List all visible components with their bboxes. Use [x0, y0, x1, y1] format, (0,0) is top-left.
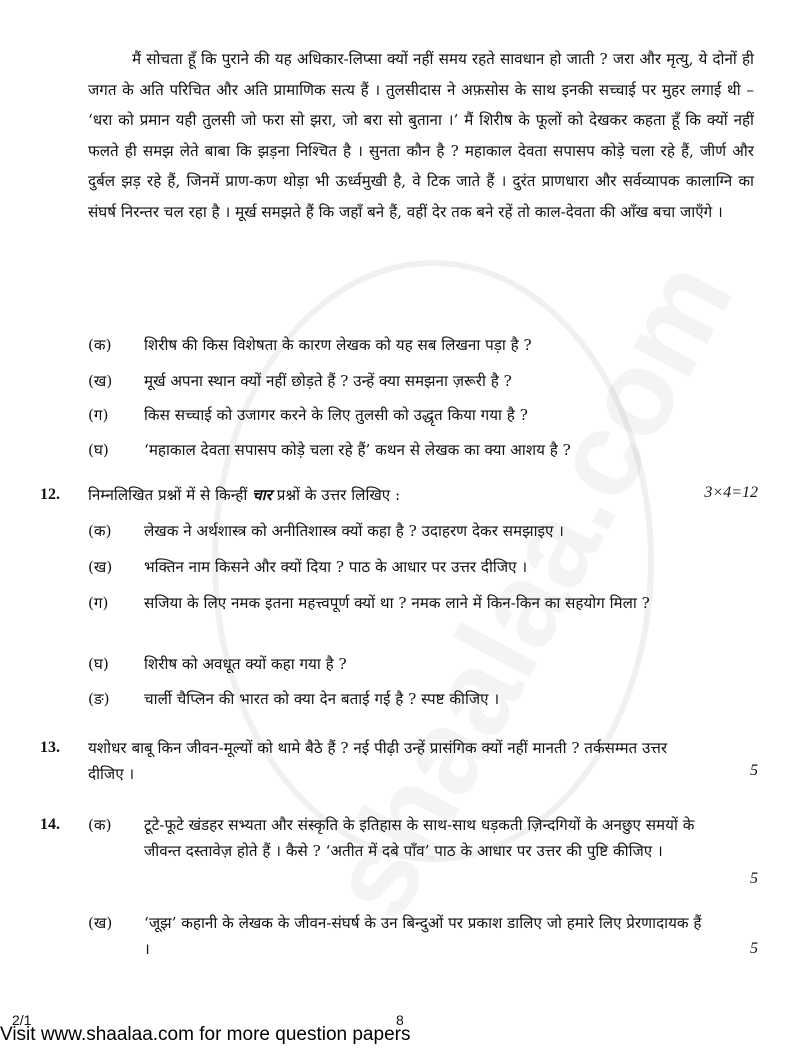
question-text: सजिया के लिए नमक इतना महत्त्वपूर्ण क्यों था ? नमक लाने में किन-किन का सहयोग मिला ? [144, 594, 650, 612]
question-text: चार्ली चैप्लिन की भारत को क्या देन बताई गई है ? स्पष्ट कीजिए । [144, 690, 500, 708]
question-label: (क) [88, 336, 112, 354]
question-text: यशोधर बाबू किन जीवन-मूल्यों को थामे बैठे हैं ? नई पीढ़ी उन्हें प्रासंगिक क्यों नहीं मानती ? तर्कसम्मत उत्तर दीजिए । [88, 739, 668, 783]
passage-question-kha [88, 368, 754, 394]
q14-item-ka [88, 812, 754, 864]
marks-q13: 5 [750, 762, 758, 779]
question-number: 13. [40, 739, 60, 756]
q12-item-nga [88, 686, 754, 712]
question-label: (ख) [88, 372, 113, 390]
question-label: (घ) [88, 441, 109, 459]
q12-item-ka [88, 518, 754, 544]
passage-question-ga [88, 402, 754, 428]
question-text: लेखक ने अर्थशास्त्र को अनीतिशास्त्र क्यों कहा है ? उदाहरण देकर समझाइए । [144, 522, 564, 540]
intro-text: निम्नलिखित प्रश्नों में से किन्हीं [88, 486, 248, 504]
question-text: ‘महाकाल देवता सपासप कोड़े चला रहे हैं’ कथन से लेखक का क्या आशय है ? [144, 441, 571, 459]
passage-question-gha [88, 437, 754, 463]
question-label: (ङ) [88, 690, 110, 708]
question-text: किस सच्चाई को उजागर करने के लिए तुलसी को उद्धृत किया गया है ? [144, 406, 528, 424]
question-text: शिरीष को अवधूत क्यों कहा गया है ? [144, 655, 347, 673]
marks-q14-ka: 5 [750, 870, 758, 887]
question-number: 12. [40, 486, 60, 503]
q12-item-ga [88, 590, 754, 616]
question-label: (ख) [88, 914, 113, 932]
question-12 [40, 482, 756, 508]
q12-item-gha [88, 651, 754, 677]
question-number: 14. [40, 816, 60, 833]
question-label: (ग) [88, 594, 109, 612]
question-label: (क) [88, 522, 112, 540]
question-label: (क) [88, 816, 112, 834]
q12-item-kha [88, 554, 754, 580]
page-number: 8 [396, 1012, 404, 1028]
question-text: मूर्ख अपना स्थान क्यों नहीं छोड़ते हैं ? उन्हें क्या समझना ज़रूरी है ? [144, 372, 512, 390]
question-label: (ख) [88, 558, 113, 576]
passage-question-ka [88, 332, 754, 358]
intro-emphasis: चार [252, 486, 272, 504]
question-text: टूटे-फूटे खंडहर सभ्यता और संस्कृति के इतिहास के साथ-साथ धड़कती ज़िन्दगियों के अनछुए समयों के जीवन्त दस्तावेज़ होते हैं । कैसे ? ‘अतीत में दबे पाँव’ पाठ के आधार पर उत्तर की पुष्टि कीजिए । [144, 816, 695, 860]
q14-item-kha [88, 910, 754, 962]
question-text: शिरीष की किस विशेषता के कारण लेखक को यह सब लिखना पड़ा है ? [144, 336, 532, 354]
question-13 [40, 735, 756, 787]
question-text: ‘जूझ’ कहानी के लेखक के जीवन-संघर्ष के उन बिन्दुओं पर प्रकाश डालिए जो हमारे लिए प्रेरणादायक हैं । [144, 914, 702, 958]
marks-q12: 3×4=12 [704, 484, 758, 501]
question-label: (ग) [88, 406, 109, 424]
marks-q14-kha: 5 [750, 940, 758, 957]
passage-text: मैं सोचता हूँ कि पुराने की यह अधिकार-लिप्सा क्यों नहीं समय रहते सावधान हो जाती ? जरा और मृत्यु, ये दोनों ही जगत के अति परिचित और अति प्रामाणिक सत्य हैं । तुलसीदास ने अफ़सोस के साथ इनकी सच्चाई पर मुहर लगाई थी – ‘धरा को प्रमान यही तुलसी जो फरा सो झरा, जो बरा सो बुताना ।’ मैं शिरीष के फूलों को देखकर कहता हूँ कि क्यों नहीं फलते ही समझ लेते बाबा कि झड़ना निश्चित है । सुनता कौन है ? महाकाल देवता सपासप कोड़े चला रहे हैं, जीर्ण और दुर्बल झड़ रहे हैं, जिनमें प्राण-कण थोड़ा भी ऊर्ध्वमुखी है, वे टिक जाते हैं । दुरंत प्राणधारा और सर्वव्यापक कालाग्नि का संघर्ष निरन्तर चल रहा है । मूर्ख समझते हैं कि जहाँ बने हैं, वहीं देर तक बने रहें तो काल-देवता की आँख बचा जाएँगे । [88, 50, 754, 221]
question-intro [88, 482, 676, 508]
question-label: (घ) [88, 655, 109, 673]
paper-code: 2/1 [12, 1012, 32, 1028]
question-text: भक्तिन नाम किसने और क्यों दिया ? पाठ के आधार पर उत्तर दीजिए । [144, 558, 528, 576]
site-banner-link[interactable]: Visit www.shaalaa.com for more question papers [0, 1024, 411, 1045]
intro-text: प्रश्नों के उत्तर लिखिए : [276, 486, 401, 504]
